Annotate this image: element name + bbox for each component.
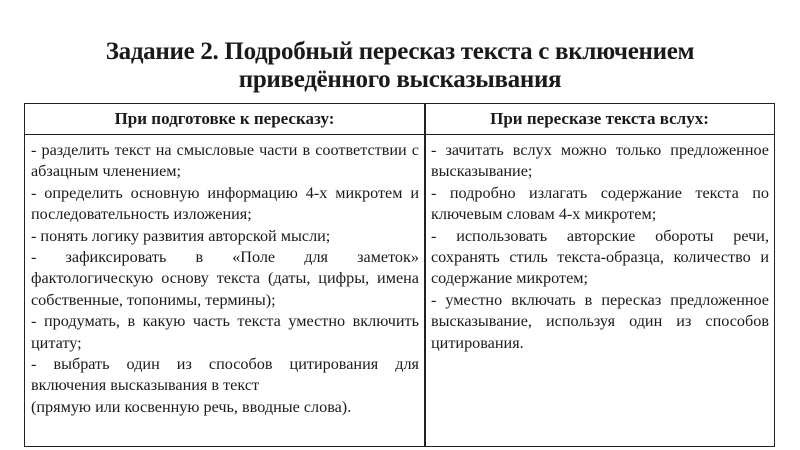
column-divider xyxy=(424,104,426,446)
list-item: - подробно излагать содержание текста по ключевым словам 4-х микротем; xyxy=(431,183,769,224)
header-retelling-aloud: При пересказе текста вслух: xyxy=(490,109,709,128)
list-item: - продумать, в какую часть текста уместно включить цитату; xyxy=(31,312,419,352)
preparation-column xyxy=(31,140,419,418)
title-line-2: приведённого высказывания xyxy=(238,66,562,93)
list-item: - уместно включать в пересказ предложенное высказывание, используя один из способов цитирования. xyxy=(431,290,769,352)
instructions-table xyxy=(24,103,775,447)
list-item: - понять логику развития авторской мысли; xyxy=(31,226,331,245)
list-item: - выбрать один из способов цитирования для включения высказывания в текст xyxy=(31,355,419,395)
title-line-1: Задание 2. Подробный пересказ текста с включением xyxy=(105,38,695,65)
list-item: - использовать авторские обороты речи, сохранять стиль текста-образца, количество и содержание микротем; xyxy=(431,226,769,288)
list-item: (прямую или косвенную речь, вводные слова). xyxy=(31,397,352,416)
list-item: - определить основную информацию 4-х микротем и последовательность изложения; xyxy=(31,183,419,224)
list-item: - зачитать вслух можно только предложенное высказывание; xyxy=(431,141,769,181)
list-item: - разделить текст на смысловые части в соответствии с абзацным членением; xyxy=(31,141,419,181)
table-header-row xyxy=(25,104,774,135)
page-title xyxy=(0,38,800,94)
header-preparation: При подготовке к пересказу: xyxy=(114,109,335,128)
list-item: - зафиксировать в «Поле для заметок» фактологическую основу текста (даты, цифры, имена собственные, топонимы, термины); xyxy=(31,248,419,309)
retelling-column xyxy=(431,140,769,354)
